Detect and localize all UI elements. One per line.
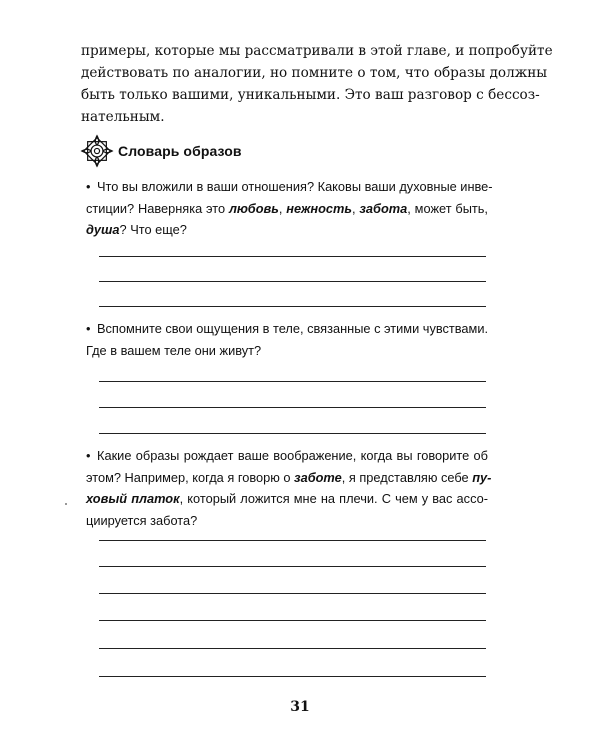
question-text: ? Что еще?: [119, 222, 187, 238]
question-text: циируется забота?: [86, 512, 198, 528]
intro-line: действовать по аналогии, но помните о том, что образы должны: [81, 65, 548, 81]
emphasis-text: заботе: [294, 469, 342, 485]
intro-line: примеры, которые мы рассматривали в этой главе, и попробуйте: [81, 43, 553, 59]
question-line: [86, 219, 488, 241]
emphasis-text: забота: [359, 200, 408, 216]
answer-line[interactable]: [99, 676, 486, 677]
lotus-mandala-icon: [80, 134, 114, 168]
bullet-icon: •: [86, 179, 91, 194]
question-line: [86, 445, 488, 467]
answer-line[interactable]: [99, 620, 486, 621]
question-line: [86, 176, 493, 198]
question-text: ,: [352, 200, 360, 216]
question-text: Что вы вложили в ваши отношения? Каковы ваши духовные инве-: [97, 179, 493, 194]
question-2: [86, 318, 488, 361]
answer-line[interactable]: [99, 281, 486, 282]
answer-line[interactable]: [99, 256, 486, 257]
question-line: [86, 467, 492, 489]
answer-line[interactable]: [99, 433, 486, 434]
intro-paragraph: [81, 40, 553, 128]
question-text: стиции? Наверняка это: [86, 200, 229, 216]
scan-speck: [65, 503, 67, 505]
question-3: [86, 445, 492, 531]
emphasis-text: душа: [86, 222, 120, 238]
answer-line[interactable]: [99, 407, 486, 408]
bullet-icon: •: [86, 321, 91, 336]
bullet-icon: •: [86, 448, 91, 463]
question-text: ,: [278, 200, 287, 216]
question-text: , я представляю себе: [341, 469, 473, 485]
section-heading: [80, 133, 242, 169]
answer-line[interactable]: [99, 381, 486, 382]
answer-line[interactable]: [99, 566, 486, 567]
answer-line[interactable]: [99, 648, 486, 649]
intro-line: быть только вашими, уникальными. Это ваш разговор с бессоз-: [81, 87, 540, 103]
question-text: , который ложится мне на плечи. С чем у вас ассо-: [179, 491, 488, 507]
question-line: [86, 488, 488, 510]
question-line: [86, 340, 488, 362]
question-text: этом? Например, когда я говорю о: [86, 469, 295, 485]
question-line: [86, 318, 488, 340]
emphasis-text: ховый платок: [86, 491, 180, 507]
answer-line[interactable]: [99, 540, 486, 541]
question-line: [86, 510, 488, 532]
emphasis-text: любовь: [228, 200, 279, 216]
question-text: Вспомните свои ощущения в теле, связанные с этими чувствами.: [97, 321, 489, 336]
answer-line[interactable]: [99, 593, 486, 594]
question-line: [86, 198, 488, 220]
emphasis-text: нежность: [286, 200, 353, 216]
question-1: [86, 176, 493, 241]
intro-line: нательным.: [81, 109, 165, 125]
answer-line[interactable]: [99, 306, 486, 307]
question-text: , может быть,: [407, 200, 488, 216]
question-text: Какие образы рождает ваше воображение, когда вы говорите об: [97, 448, 488, 463]
page-number: 31: [290, 699, 310, 715]
question-text: Где в вашем теле они живут?: [86, 342, 262, 358]
section-title: Словарь образов: [118, 143, 242, 159]
emphasis-text: пу-: [472, 469, 492, 485]
